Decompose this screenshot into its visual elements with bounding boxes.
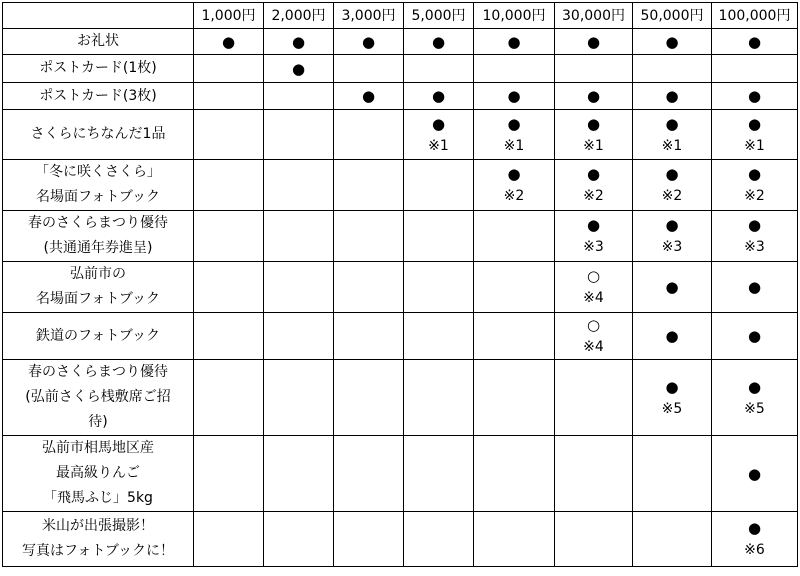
filled-circle-mark: ● bbox=[747, 464, 762, 483]
rewards-table bbox=[2, 2, 798, 567]
column-header: 50,000円 bbox=[633, 3, 712, 29]
filled-circle-mark: ● bbox=[507, 114, 521, 133]
filled-circle-mark: ● bbox=[747, 327, 762, 345]
filled-circle-mark: ● bbox=[665, 87, 679, 105]
row-label-line: 待) bbox=[88, 414, 108, 430]
table-cell bbox=[404, 55, 474, 83]
table-cell bbox=[555, 211, 633, 262]
footnote-ref: ※2 bbox=[503, 188, 525, 204]
table-cell bbox=[404, 160, 474, 211]
table-cell bbox=[712, 211, 798, 262]
table-cell bbox=[334, 211, 404, 262]
table-row bbox=[3, 110, 798, 160]
filled-circle-mark: ● bbox=[221, 32, 236, 51]
table-cell bbox=[633, 211, 712, 262]
filled-circle-mark: ● bbox=[361, 32, 376, 51]
filled-circle-mark: ● bbox=[361, 87, 376, 105]
row-label-line: (弘前さくら桟敷席ご招 bbox=[25, 389, 171, 405]
table-cell bbox=[194, 160, 264, 211]
table-cell bbox=[334, 83, 404, 110]
footnote-ref: ※1 bbox=[744, 137, 765, 154]
row-label bbox=[3, 83, 194, 110]
filled-circle-mark: ● bbox=[665, 165, 679, 183]
filled-circle-mark: ● bbox=[747, 165, 762, 183]
table-cell bbox=[334, 29, 404, 55]
footnote-ref: ※3 bbox=[583, 239, 604, 255]
table-cell bbox=[194, 55, 264, 83]
row-label bbox=[3, 360, 194, 436]
table-cell bbox=[555, 436, 633, 512]
filled-circle-mark: ● bbox=[665, 114, 679, 133]
footnote-ref: ※1 bbox=[661, 137, 683, 154]
table-cell bbox=[555, 29, 633, 55]
table-cell bbox=[633, 512, 712, 567]
footnote-ref: ※2 bbox=[661, 188, 683, 204]
table-cell bbox=[334, 512, 404, 567]
table-cell bbox=[474, 55, 555, 83]
row-label-line: 弘前市の bbox=[70, 266, 126, 282]
table-row bbox=[3, 83, 798, 110]
row-label bbox=[3, 211, 194, 262]
table-cell bbox=[264, 211, 334, 262]
table-cell bbox=[264, 110, 334, 160]
filled-circle-mark: ● bbox=[586, 216, 601, 234]
table-cell bbox=[712, 313, 798, 360]
table-cell bbox=[474, 29, 555, 55]
table-cell bbox=[404, 262, 474, 313]
row-label-line: 弘前市相馬地区産 bbox=[42, 440, 154, 456]
table-cell bbox=[264, 83, 334, 110]
table-cell bbox=[474, 160, 555, 211]
corner-cell bbox=[3, 3, 194, 29]
table-row bbox=[3, 211, 798, 262]
table-cell bbox=[334, 110, 404, 160]
filled-circle-mark: ● bbox=[431, 32, 446, 51]
footnote-ref: ※5 bbox=[744, 400, 765, 417]
table-cell bbox=[712, 360, 798, 436]
table-row bbox=[3, 436, 798, 512]
row-label-line: 「冬に咲くさくら」 bbox=[35, 164, 161, 180]
footnote-ref: ※4 bbox=[583, 339, 604, 355]
table-cell bbox=[264, 436, 334, 512]
table-cell bbox=[194, 110, 264, 160]
table-cell bbox=[555, 55, 633, 83]
table-cell bbox=[633, 55, 712, 83]
table-cell bbox=[404, 211, 474, 262]
table-cell bbox=[474, 211, 555, 262]
column-header: 2,000円 bbox=[264, 3, 334, 29]
filled-circle-mark: ● bbox=[507, 165, 521, 183]
footnote-ref: ※2 bbox=[583, 188, 604, 204]
filled-circle-mark: ● bbox=[747, 87, 762, 105]
table-cell bbox=[712, 512, 798, 567]
table-cell bbox=[474, 512, 555, 567]
row-label-line: 鉄道のフォトブック bbox=[36, 327, 160, 344]
table-cell bbox=[712, 110, 798, 160]
filled-circle-mark: ● bbox=[747, 216, 762, 234]
table-cell bbox=[194, 211, 264, 262]
filled-circle-mark: ● bbox=[747, 377, 762, 396]
table-cell bbox=[633, 29, 712, 55]
footnote-ref: ※5 bbox=[661, 400, 683, 417]
table-cell bbox=[474, 360, 555, 436]
table-row bbox=[3, 55, 798, 83]
table-cell bbox=[712, 29, 798, 55]
column-header: 5,000円 bbox=[404, 3, 474, 29]
row-label bbox=[3, 160, 194, 211]
column-header: 30,000円 bbox=[555, 3, 633, 29]
table-cell bbox=[712, 55, 798, 83]
filled-circle-mark: ● bbox=[586, 87, 601, 105]
table-cell bbox=[474, 110, 555, 160]
filled-circle-mark: ● bbox=[507, 32, 521, 51]
table-cell bbox=[334, 55, 404, 83]
column-header: 1,000円 bbox=[194, 3, 264, 29]
table-cell bbox=[555, 313, 633, 360]
table-row bbox=[3, 29, 798, 55]
filled-circle-mark: ● bbox=[665, 327, 679, 345]
footnote-ref: ※3 bbox=[744, 239, 765, 255]
open-circle-mark: ○ bbox=[586, 267, 601, 285]
filled-circle-mark: ● bbox=[291, 32, 306, 51]
table-cell bbox=[555, 262, 633, 313]
table-cell bbox=[264, 360, 334, 436]
table-row bbox=[3, 360, 798, 436]
table-cell bbox=[264, 160, 334, 211]
filled-circle-mark: ● bbox=[431, 87, 446, 105]
table-cell bbox=[334, 360, 404, 436]
table-cell bbox=[404, 360, 474, 436]
row-label bbox=[3, 110, 194, 160]
table-cell bbox=[404, 436, 474, 512]
table-cell bbox=[474, 262, 555, 313]
table-cell bbox=[334, 262, 404, 313]
table-cell bbox=[334, 436, 404, 512]
filled-circle-mark: ● bbox=[747, 278, 762, 296]
table-cell bbox=[264, 29, 334, 55]
table-cell bbox=[712, 160, 798, 211]
row-label-line: 名場面フォトブック bbox=[36, 291, 160, 307]
table-cell bbox=[633, 160, 712, 211]
table-cell bbox=[555, 110, 633, 160]
table-cell bbox=[404, 29, 474, 55]
table-row bbox=[3, 262, 798, 313]
row-label-line: 写真はフォトブックに！ bbox=[22, 543, 174, 559]
row-label bbox=[3, 29, 194, 55]
footnote-ref: ※1 bbox=[583, 137, 604, 154]
table-cell bbox=[712, 262, 798, 313]
row-label-line: 「飛馬ふじ」5kg bbox=[43, 490, 153, 506]
column-header: 3,000円 bbox=[334, 3, 404, 29]
table-cell bbox=[264, 313, 334, 360]
table-cell bbox=[404, 83, 474, 110]
table-row bbox=[3, 160, 798, 211]
table-cell bbox=[712, 436, 798, 512]
column-header: 10,000円 bbox=[474, 3, 555, 29]
row-label-line: 米山が出張撮影！ bbox=[42, 518, 154, 534]
table-cell bbox=[404, 313, 474, 360]
table-cell bbox=[555, 512, 633, 567]
filled-circle-mark: ● bbox=[665, 377, 679, 396]
footnote-ref: ※1 bbox=[428, 137, 449, 154]
row-label-line: 名場面フォトブック bbox=[36, 189, 160, 205]
table-cell bbox=[633, 83, 712, 110]
filled-circle-mark: ● bbox=[747, 519, 762, 537]
filled-circle-mark: ● bbox=[507, 87, 521, 105]
filled-circle-mark: ● bbox=[586, 32, 601, 51]
row-label-line: お礼状 bbox=[77, 33, 119, 49]
filled-circle-mark: ● bbox=[747, 32, 762, 51]
table-cell bbox=[404, 110, 474, 160]
table-cell bbox=[264, 55, 334, 83]
row-label bbox=[3, 262, 194, 313]
row-label-line: 春のさくらまつり優待 bbox=[28, 364, 168, 380]
table-cell bbox=[194, 436, 264, 512]
row-label-line: ポストカード(1枚) bbox=[39, 60, 157, 76]
table-cell bbox=[194, 360, 264, 436]
filled-circle-mark: ● bbox=[665, 32, 679, 51]
table-cell bbox=[194, 313, 264, 360]
table-cell bbox=[194, 512, 264, 567]
table-cell bbox=[474, 436, 555, 512]
table-cell bbox=[633, 110, 712, 160]
column-header: 100,000円 bbox=[712, 3, 798, 29]
filled-circle-mark: ● bbox=[291, 59, 306, 78]
footnote-ref: ※3 bbox=[661, 239, 683, 255]
table-cell bbox=[712, 83, 798, 110]
filled-circle-mark: ● bbox=[586, 114, 601, 133]
table-cell bbox=[633, 262, 712, 313]
row-label-line: 最高級りんご bbox=[56, 465, 140, 481]
table-cell bbox=[194, 262, 264, 313]
table-cell bbox=[264, 512, 334, 567]
table-cell bbox=[555, 83, 633, 110]
filled-circle-mark: ● bbox=[431, 114, 446, 133]
open-circle-mark: ○ bbox=[586, 316, 601, 334]
header-row bbox=[3, 3, 798, 29]
row-label-line: さくらにちなんだ1品 bbox=[30, 126, 166, 142]
row-label bbox=[3, 512, 194, 567]
filled-circle-mark: ● bbox=[665, 278, 679, 296]
filled-circle-mark: ● bbox=[586, 165, 601, 183]
table-cell bbox=[555, 160, 633, 211]
table-cell bbox=[334, 160, 404, 211]
row-label bbox=[3, 436, 194, 512]
table-cell bbox=[264, 262, 334, 313]
row-label-line: 春のさくらまつり優待 bbox=[28, 215, 168, 231]
table-body bbox=[3, 29, 798, 567]
filled-circle-mark: ● bbox=[747, 114, 762, 133]
table-cell bbox=[474, 313, 555, 360]
row-label bbox=[3, 55, 194, 83]
table-cell bbox=[334, 313, 404, 360]
table-row bbox=[3, 512, 798, 567]
table-cell bbox=[474, 83, 555, 110]
footnote-ref: ※4 bbox=[583, 290, 604, 306]
table-cell bbox=[404, 512, 474, 567]
filled-circle-mark: ● bbox=[665, 216, 679, 234]
footnote-ref: ※6 bbox=[744, 542, 765, 558]
row-label-line: ポストカード(3枚) bbox=[39, 87, 157, 104]
footnote-ref: ※1 bbox=[503, 137, 525, 154]
table-row bbox=[3, 313, 798, 360]
table-cell bbox=[194, 83, 264, 110]
footnote-ref: ※2 bbox=[744, 188, 765, 204]
table-cell bbox=[633, 436, 712, 512]
table-cell bbox=[194, 29, 264, 55]
table-cell bbox=[633, 313, 712, 360]
table-cell bbox=[633, 360, 712, 436]
row-label bbox=[3, 313, 194, 360]
table-cell bbox=[555, 360, 633, 436]
row-label-line: (共通通年券進呈) bbox=[43, 240, 153, 256]
